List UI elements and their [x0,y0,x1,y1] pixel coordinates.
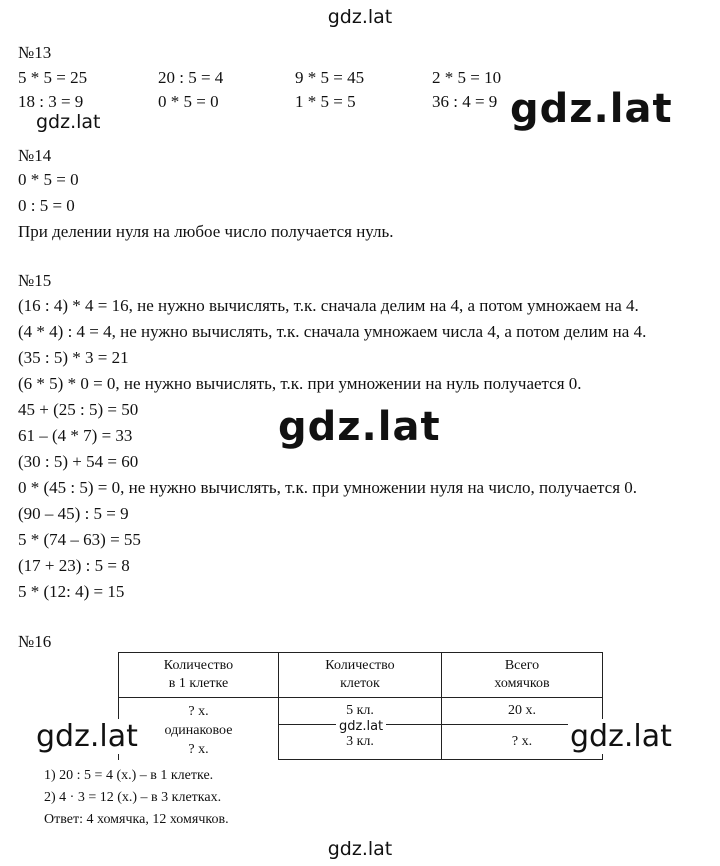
task15-line9: (90 – 45) : 5 = 9 [18,504,129,523]
task15-line12: 5 * (12: 4) = 15 [18,582,125,601]
watermark-big-center: gdz.lat [278,404,441,450]
solution-line1: 1) 20 : 5 = 4 (х.) – в 1 клетке. [44,768,214,783]
same-amount-label: одинаковое [164,723,233,738]
task15-title: №15 [18,271,52,290]
task13-r1c4: 2 * 5 = 10 [432,68,502,87]
task13-title: №13 [18,43,52,62]
header-total: Всего хомячков [442,653,603,698]
task14-line3: При делении нуля на любое число получается нуль. [18,222,394,241]
watermark-top: gdz.lat [327,6,393,28]
watermark-big-right: gdz.lat [510,86,673,132]
per-cage-cell: ? х. одинаковое ? х. [119,698,279,760]
task15-line11: (17 + 23) : 5 = 8 [18,556,130,575]
header-cages: Количество клеток [279,653,442,698]
table-header-row [119,653,603,698]
task13-r2c3: 1 * 5 = 5 [295,92,356,111]
task14-title: №14 [18,146,52,165]
task15-line3: (35 : 5) * 3 = 21 [18,348,129,367]
header-per-cage: Количество в 1 клетке [119,653,279,698]
task13-r2c1: 18 : 3 = 9 [18,92,84,111]
task13-r1c3: 9 * 5 = 45 [295,68,365,87]
task15-line6: 61 – (4 * 7) = 33 [18,426,133,445]
task15-line2: (4 * 4) : 4 = 4, не нужно вычислять, т.к. сначала умножаем числа 4, а потом делим на 4. [18,322,647,341]
task15-line7: (30 : 5) + 54 = 60 [18,452,139,471]
watermark-bottom: gdz.lat [327,838,393,860]
cell-cages-1: 5 кл. [279,698,442,725]
solution-line2: 2) 4 · 3 = 12 (х.) – в 3 клетках. [44,790,222,805]
task15-line10: 5 * (74 – 63) = 55 [18,530,141,549]
watermark-side-left: gdz.lat [36,719,138,754]
task15-line5: 45 + (25 : 5) = 50 [18,400,139,419]
task13-r2c4: 36 : 4 = 9 [432,92,498,111]
cell-total-2: ? х. [442,725,603,760]
watermark-table-small: gdz.lat [336,719,386,734]
task16-title: №16 [18,632,52,651]
task14-line1: 0 * 5 = 0 [18,170,79,189]
task15-line4: (6 * 5) * 0 = 0, не нужно вычислять, т.к. при умножении на нуль получается 0. [18,374,582,393]
watermark-left-small: gdz.lat [36,111,101,133]
task13-r2c2: 0 * 5 = 0 [158,92,219,111]
task15-line8: 0 * (45 : 5) = 0, не нужно вычислять, т.к. при умножении нуля на число, получается 0. [18,478,638,497]
task13-r1c2: 20 : 5 = 4 [158,68,224,87]
task15-line1: (16 : 4) * 4 = 16, не нужно вычислять, т.к. сначала делим на 4, а потом умножаем на 4. [18,296,639,315]
task14-line2: 0 : 5 = 0 [18,196,75,215]
task13-r1c1: 5 * 5 = 25 [18,68,88,87]
cell-total-1: 20 х. [442,698,603,725]
cell-cages-2: 3 кл. [279,725,442,760]
solution-line3: Ответ: 4 хомячка, 12 хомячков. [44,812,229,827]
hamster-table [118,652,603,760]
watermark-side-right: gdz.lat [570,719,672,754]
